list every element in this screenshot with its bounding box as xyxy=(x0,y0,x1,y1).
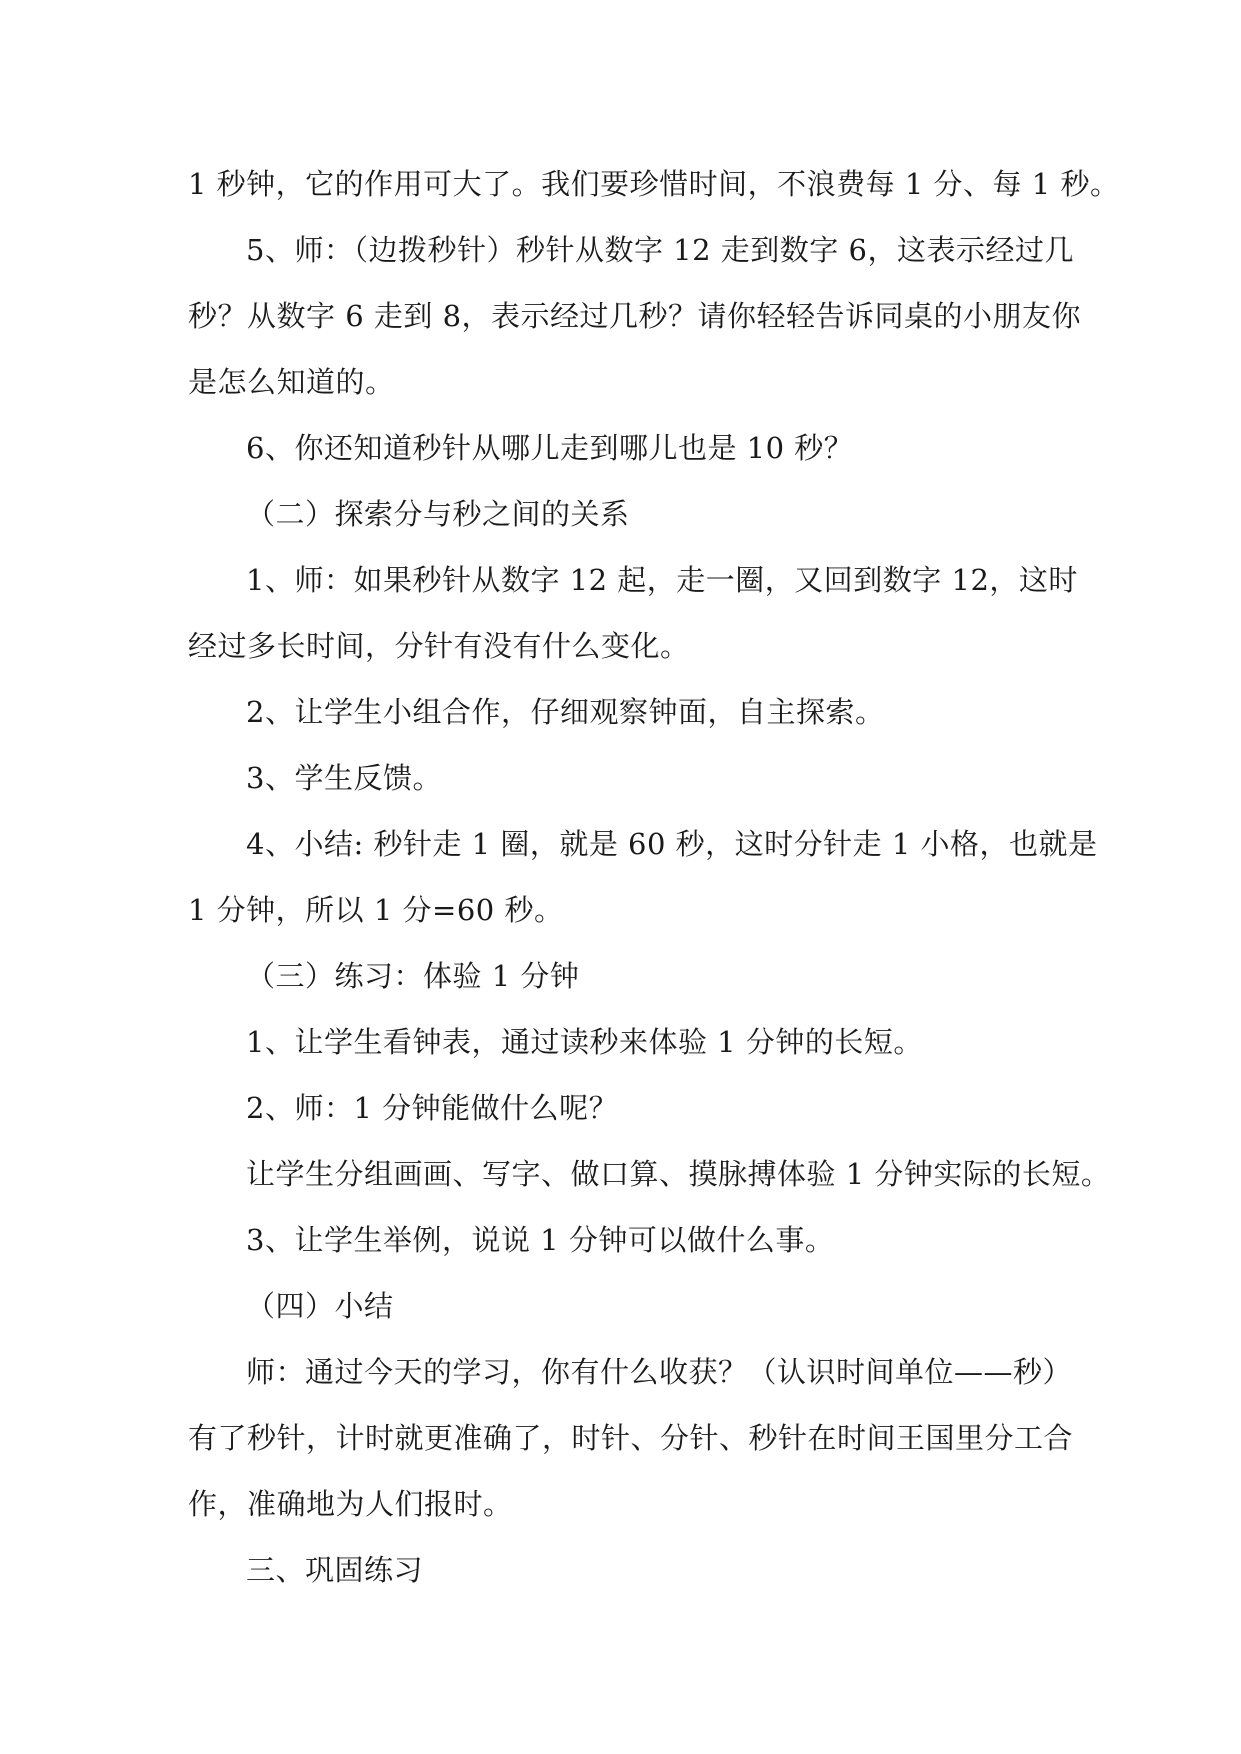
paragraph-line: 6、你还知道秒针从哪儿走到哪儿也是 10 秒？ xyxy=(246,431,854,465)
paragraph-line: 4、小结: 秒针走 1 圈，就是 60 秒，这时分针走 1 小格，也就是 xyxy=(246,827,1098,861)
paragraph-line: 3、让学生举例，说说 1 分钟可以做什么事。 xyxy=(246,1223,835,1257)
paragraph-line: 2、让学生小组合作，仔细观察钟面，自主探索。 xyxy=(246,695,885,729)
paragraph-line: 是怎么知道的。 xyxy=(188,365,395,399)
paragraph-line: 秒？从数字 6 走到 8，表示经过几秒？请你轻轻告诉同桌的小朋友你 xyxy=(188,299,1082,333)
section-heading: （三）练习：体验 1 分钟 xyxy=(246,959,580,993)
paragraph-line: 有了秒针，计时就更准确了，时针、分针、秒针在时间王国里分工合 xyxy=(188,1421,1074,1455)
section-heading: （四）小结 xyxy=(246,1289,394,1323)
paragraph-line: 1 秒钟，它的作用可大了。我们要珍惜时间，不浪费每 1 分、每 1 秒。 xyxy=(188,167,1120,201)
paragraph-line: 5、师：（边拨秒针）秒针从数字 12 走到数字 6，这表示经过几 xyxy=(246,233,1074,267)
paragraph-line: 2、师：1 分钟能做什么呢？ xyxy=(246,1091,619,1125)
paragraph-line: 1 分钟，所以 1 分=60 秒。 xyxy=(188,893,564,927)
paragraph-line: 1、让学生看钟表，通过读秒来体验 1 分钟的长短。 xyxy=(246,1025,923,1059)
paragraph-line: 3、学生反馈。 xyxy=(246,761,442,795)
paragraph-line: 师：通过今天的学习，你有什么收获？（认识时间单位——秒） xyxy=(246,1355,1073,1389)
paragraph-line: 作，准确地为人们报时。 xyxy=(188,1487,513,1521)
section-heading: 三、巩固练习 xyxy=(246,1553,424,1587)
paragraph-line: 经过多长时间，分针有没有什么变化。 xyxy=(188,629,690,663)
paragraph-line: 让学生分组画画、写字、做口算、摸脉搏体验 1 分钟实际的长短。 xyxy=(246,1157,1111,1191)
section-heading: （二）探索分与秒之间的关系 xyxy=(246,497,630,531)
paragraph-line: 1、师：如果秒针从数字 12 起，走一圈，又回到数字 12，这时 xyxy=(246,563,1078,597)
